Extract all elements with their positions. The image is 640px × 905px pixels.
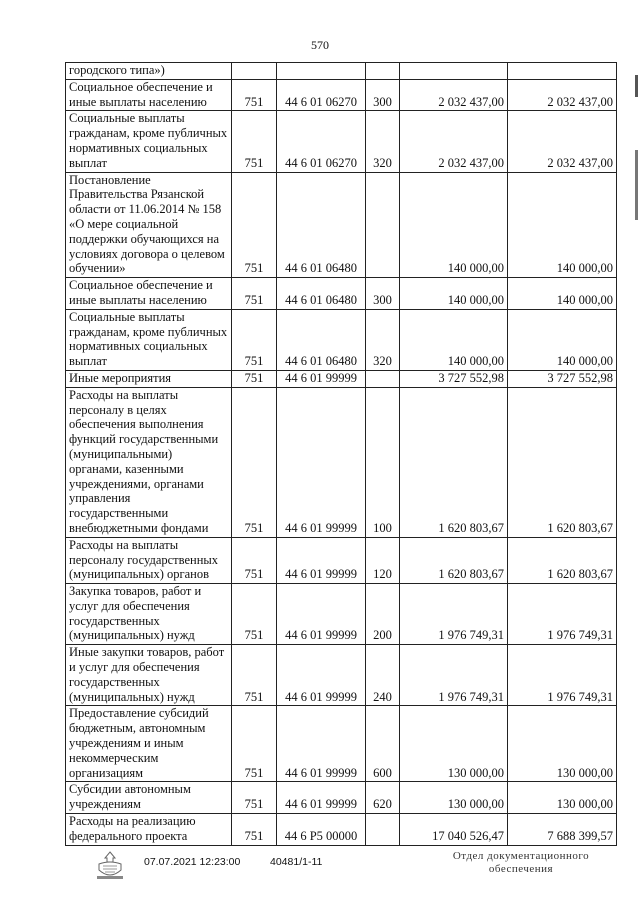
cell-target-code: 44 6 01 99999: [277, 387, 366, 537]
cell-dept: 751: [232, 387, 277, 537]
cell-sum-approved: 17 040 526,47: [400, 814, 508, 846]
cell-sum-executed: 1 620 803,67: [508, 387, 617, 537]
scan-edge-mark: [635, 150, 638, 220]
table-row: [66, 387, 617, 537]
cell-name: Закупка товаров, работ и услуг для обеспечения государственных (муниципальных) нужд: [66, 584, 232, 645]
cell-dept: 751: [232, 111, 277, 172]
cell-target-code: 44 6 01 06270: [277, 111, 366, 172]
cell-name: Субсидии автономным учреждениям: [66, 782, 232, 814]
cell-sum-approved: 130 000,00: [400, 706, 508, 782]
cell-sum-approved: 130 000,00: [400, 782, 508, 814]
cell-target-code: 44 6 01 99999: [277, 584, 366, 645]
cell-target-code: [277, 63, 366, 80]
cell-target-code: 44 6 01 99999: [277, 645, 366, 706]
footer-datetime: 07.07.2021 12:23:00: [144, 856, 241, 868]
cell-sum-approved: 1 976 749,31: [400, 584, 508, 645]
cell-sum-executed: 1 976 749,31: [508, 584, 617, 645]
cell-sum-executed: 7 688 399,57: [508, 814, 617, 846]
cell-dept: 751: [232, 370, 277, 387]
cell-sum-executed: 140 000,00: [508, 309, 617, 370]
cell-name: Предоставление субсидий бюджетным, автономным учреждениям и иным некоммерческим организациям: [66, 706, 232, 782]
footer-department: Отдел документационного обеспечения: [452, 850, 590, 875]
cell-dept: 751: [232, 172, 277, 278]
table-row: [66, 370, 617, 387]
cell-expense-type: [366, 814, 400, 846]
cell-expense-type: [366, 172, 400, 278]
cell-expense-type: 320: [366, 111, 400, 172]
cell-expense-type: 600: [366, 706, 400, 782]
cell-sum-approved: 140 000,00: [400, 172, 508, 278]
cell-dept: 751: [232, 782, 277, 814]
cell-name: Социальное обеспечение и иные выплаты населению: [66, 79, 232, 111]
cell-expense-type: [366, 370, 400, 387]
cell-target-code: 44 6 P5 00000: [277, 814, 366, 846]
cell-name: Расходы на реализацию федерального проекта: [66, 814, 232, 846]
cell-expense-type: 100: [366, 387, 400, 537]
cell-name: Иные закупки товаров, работ и услуг для обеспечения государственных (муниципальных) нужд: [66, 645, 232, 706]
cell-sum-approved: [400, 63, 508, 80]
cell-sum-executed: 130 000,00: [508, 782, 617, 814]
cell-dept: 751: [232, 278, 277, 310]
cell-name: Расходы на выплаты персоналу государственных (муниципальных) органов: [66, 537, 232, 583]
cell-target-code: 44 6 01 99999: [277, 706, 366, 782]
cell-sum-approved: 2 032 437,00: [400, 111, 508, 172]
cell-target-code: 44 6 01 06480: [277, 278, 366, 310]
cell-sum-executed: 3 727 552,98: [508, 370, 617, 387]
cell-sum-executed: [508, 63, 617, 80]
table-row: [66, 645, 617, 706]
cell-target-code: 44 6 01 06270: [277, 79, 366, 111]
cell-sum-approved: 1 976 749,31: [400, 645, 508, 706]
cell-sum-executed: 140 000,00: [508, 172, 617, 278]
scan-edge-mark: [635, 75, 638, 97]
cell-sum-executed: 2 032 437,00: [508, 79, 617, 111]
cell-expense-type: 240: [366, 645, 400, 706]
cell-expense-type: 300: [366, 79, 400, 111]
cell-target-code: 44 6 01 99999: [277, 370, 366, 387]
cell-target-code: 44 6 01 06480: [277, 172, 366, 278]
cell-sum-approved: 1 620 803,67: [400, 387, 508, 537]
table-row: [66, 782, 617, 814]
cell-sum-executed: 130 000,00: [508, 706, 617, 782]
table-row: [66, 172, 617, 278]
cell-expense-type: 120: [366, 537, 400, 583]
cell-sum-executed: 1 620 803,67: [508, 537, 617, 583]
cell-expense-type: 620: [366, 782, 400, 814]
cell-sum-executed: 2 032 437,00: [508, 111, 617, 172]
cell-target-code: 44 6 01 06480: [277, 309, 366, 370]
table-row: [66, 537, 617, 583]
cell-name: городского типа»): [66, 63, 232, 80]
cell-expense-type: 300: [366, 278, 400, 310]
table-row: [66, 63, 617, 80]
cell-sum-approved: 1 620 803,67: [400, 537, 508, 583]
footer-doc-number: 40481/1-11: [270, 856, 323, 868]
page-number: 570: [311, 38, 329, 52]
cell-dept: 751: [232, 79, 277, 111]
cell-dept: 751: [232, 706, 277, 782]
cell-expense-type: 320: [366, 309, 400, 370]
table-row: [66, 309, 617, 370]
cell-dept: 751: [232, 537, 277, 583]
table-row: [66, 79, 617, 111]
coat-of-arms-icon: [93, 850, 127, 880]
budget-table: [65, 62, 617, 846]
table-row: [66, 278, 617, 310]
table-row: [66, 706, 617, 782]
table-row: [66, 814, 617, 846]
cell-sum-executed: 1 976 749,31: [508, 645, 617, 706]
cell-sum-approved: 140 000,00: [400, 309, 508, 370]
cell-expense-type: [366, 63, 400, 80]
cell-dept: 751: [232, 584, 277, 645]
cell-name: Социальные выплаты гражданам, кроме публичных нормативных социальных выплат: [66, 309, 232, 370]
cell-dept: 751: [232, 645, 277, 706]
cell-name: Постановление Правительства Рязанской области от 11.06.2014 № 158 «О мере социальной поддержки обучающихся на условиях договора о целевом обучении»: [66, 172, 232, 278]
cell-sum-executed: 140 000,00: [508, 278, 617, 310]
table-row: [66, 584, 617, 645]
cell-sum-approved: 2 032 437,00: [400, 79, 508, 111]
cell-dept: 751: [232, 814, 277, 846]
cell-name: Иные мероприятия: [66, 370, 232, 387]
cell-dept: 751: [232, 309, 277, 370]
cell-target-code: 44 6 01 99999: [277, 782, 366, 814]
cell-name: Расходы на выплаты персоналу в целях обеспечения выполнения функций государственными (муниципальными) органами, казенными учреждениями, органами управления государственными внебюджетными фондами: [66, 387, 232, 537]
cell-dept: [232, 63, 277, 80]
table-row: [66, 111, 617, 172]
cell-expense-type: 200: [366, 584, 400, 645]
cell-sum-approved: 3 727 552,98: [400, 370, 508, 387]
cell-target-code: 44 6 01 99999: [277, 537, 366, 583]
cell-name: Социальное обеспечение и иные выплаты населению: [66, 278, 232, 310]
cell-sum-approved: 140 000,00: [400, 278, 508, 310]
cell-name: Социальные выплаты гражданам, кроме публичных нормативных социальных выплат: [66, 111, 232, 172]
